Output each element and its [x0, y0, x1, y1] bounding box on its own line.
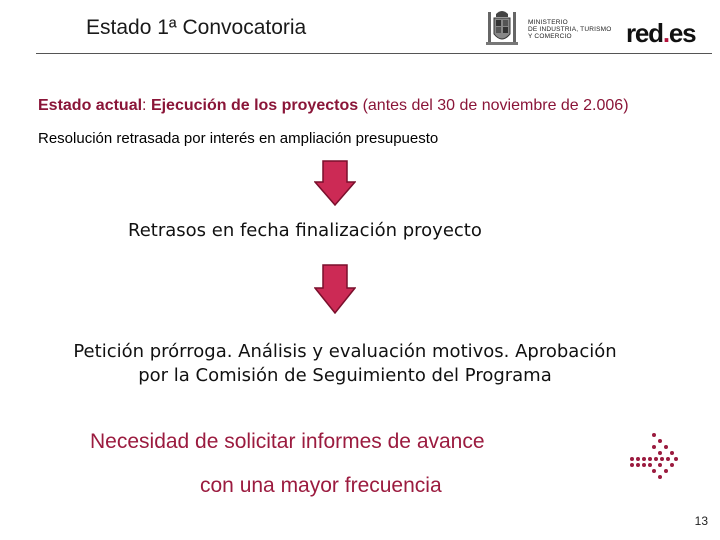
status-line: [38, 97, 629, 115]
down-arrow-icon: [314, 264, 356, 314]
conclusion-line2: con una mayor frecuencia: [200, 474, 442, 497]
logo-text-dot: .: [662, 18, 669, 48]
ministry-line: DE INDUSTRIA, TURISMO: [528, 26, 612, 33]
status-value: Ejecución de los proyectos: [150, 97, 359, 114]
step-peticion: [30, 340, 660, 388]
red-es-logo: [626, 18, 695, 49]
ministry-label: [528, 19, 612, 40]
dotted-arrow-icon: [628, 432, 680, 480]
status-note: (antes del 30 de noviembre de 2.006): [362, 97, 629, 114]
header-divider: [36, 53, 712, 54]
step-peticion-line2: por la Comisión de Seguimiento del Programa: [138, 365, 552, 386]
step-retrasos: Retrasos en fecha finalización proyecto: [128, 220, 482, 241]
page-number: 13: [694, 514, 708, 528]
status-colon: :: [142, 97, 147, 114]
ministry-line: Y COMERCIO: [528, 33, 572, 40]
conclusion-line1: Necesidad de solicitar informes de avance: [90, 430, 485, 453]
resolution-text: Resolución retrasada por interés en ampliación presupuesto: [38, 130, 439, 147]
coat-of-arms-icon: [484, 8, 520, 50]
down-arrow-icon: [314, 160, 356, 206]
logo-text-prefix: red: [626, 18, 663, 48]
slide-title: Estado 1ª Convocatoria: [86, 16, 307, 39]
step-peticion-line1: Petición prórroga. Análisis y evaluación motivos. Aprobación: [73, 341, 617, 362]
logo-text-suffix: es: [668, 18, 696, 48]
ministry-line: MINISTERIO: [528, 19, 568, 26]
status-label: Estado actual: [38, 97, 143, 114]
